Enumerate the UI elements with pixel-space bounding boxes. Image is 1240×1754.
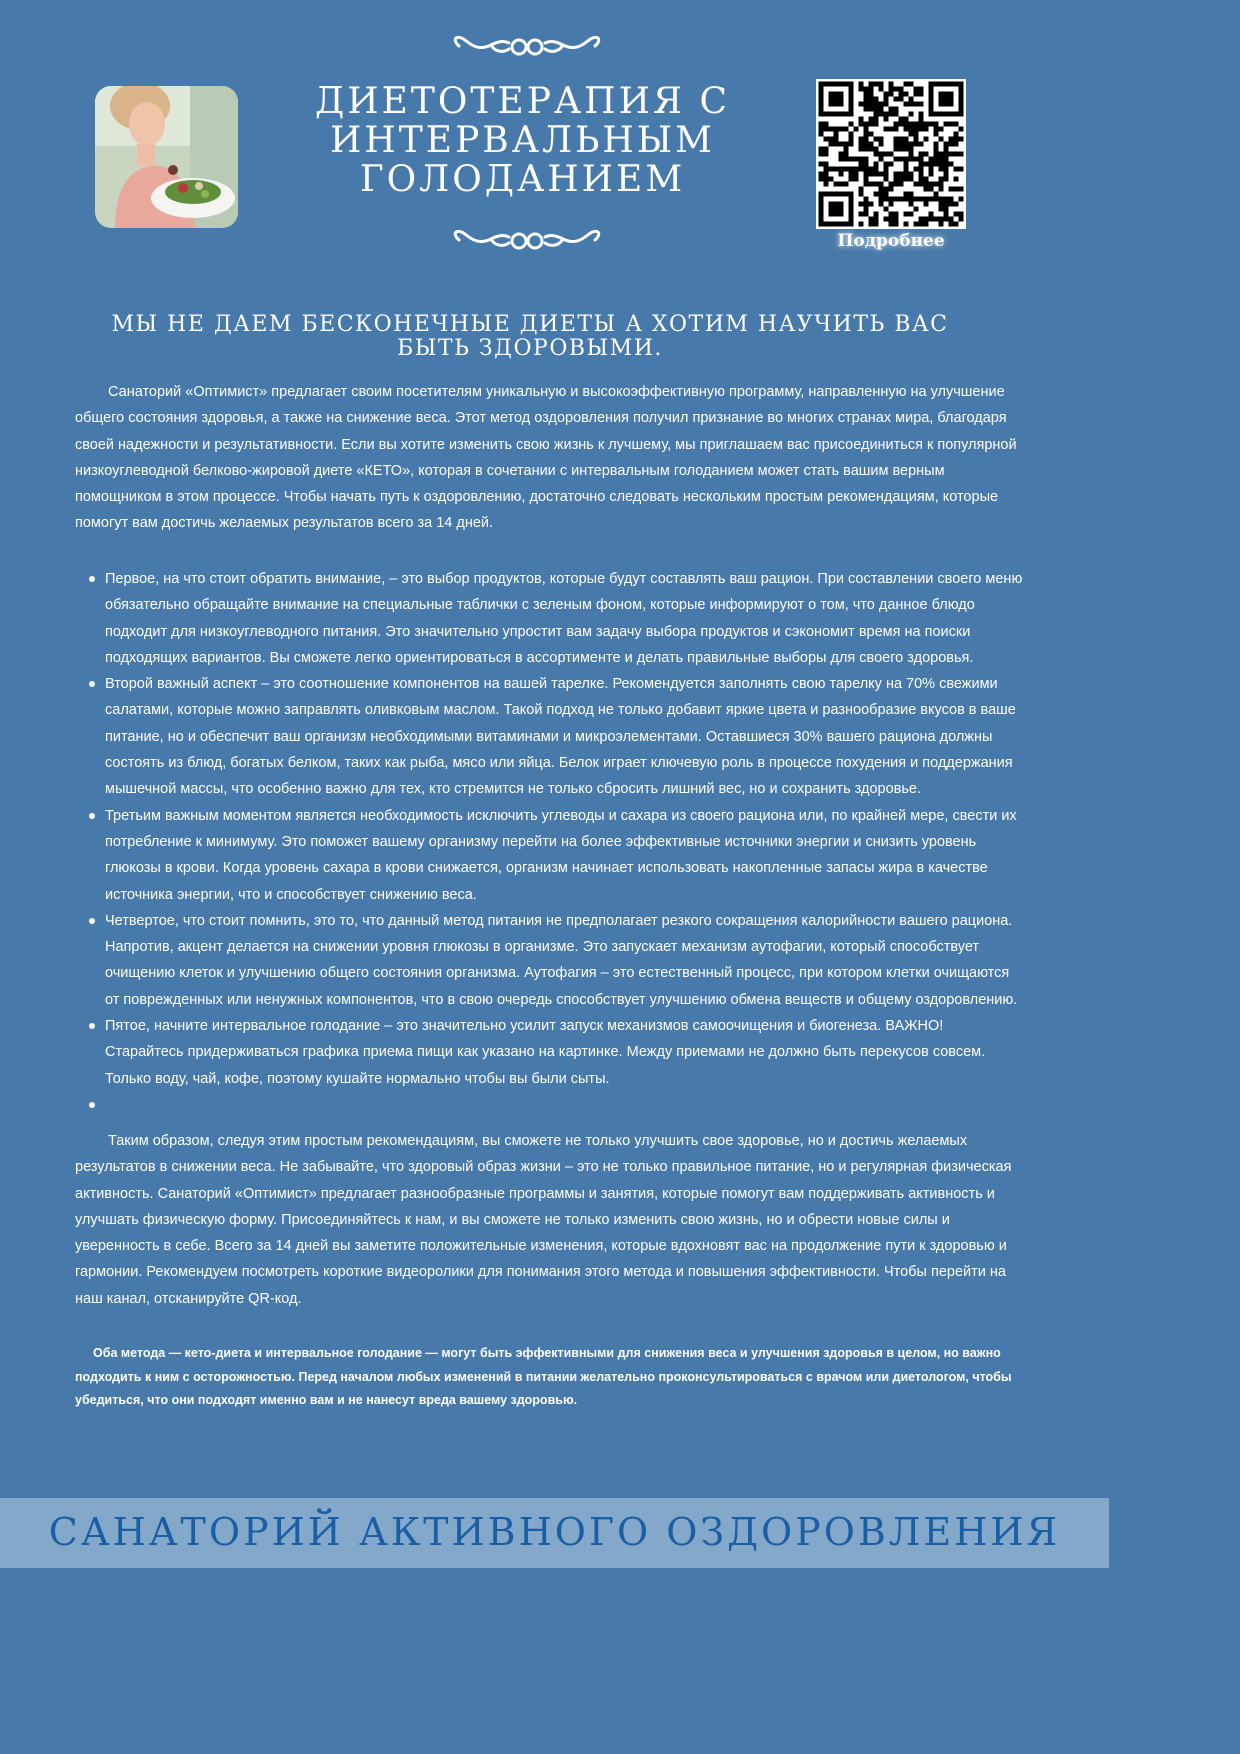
footer-title: САНАТОРИЙ АКТИВНОГО ОЗДОРОВЛЕНИЯ <box>48 1510 1061 1554</box>
list-item: Четвертое, что стоит помнить, это то, что данный метод питания не предполагает резкого сокращения калорийности вашего рациона. Напротив, акцент делается на снижении уровня глюкозы в организме. Это запускает механизм аутофагии, который способствует очищению клеток и улучшению общего состояния организма. Аутофагия – это естественный процесс, при котором клетки очищаются от поврежденных или ненужных компонентов, что в свою очередь способствует улучшению обмена веществ и общему оздоровлению. <box>105 908 1025 1013</box>
recommendation-list <box>105 566 1025 1118</box>
qr-more-label[interactable]: Подробнее <box>837 231 945 251</box>
bottom-ornament-icon <box>447 229 607 251</box>
page-title: ДИЕТОТЕРАПИЯ С ИНТЕРВАЛЬНЫМ ГОЛОДАНИЕМ <box>314 81 731 200</box>
list-item <box>105 1092 1025 1118</box>
top-ornament-icon <box>447 35 607 57</box>
list-item: Первое, на что стоит обратить внимание, – это выбор продуктов, которые будут составлять ваш рацион. При составлении своего меню обязательно обращайте внимание на специальные таблички с зеленым фоном, которые информируют о том, что данное блюдо подходит для низкоуглеводного питания. Это значительно упростит вам задачу выбора продуктов и сэкономит время на поиски подходящих вариантов. Вы сможете легко ориентироваться в ассортименте и делать правильные выборы для своего здоровья. <box>105 566 1025 671</box>
warning-paragraph: Оба метода — кето-диета и интервальное голодание — могут быть эффективными для снижения веса и улучшения здоровья в целом, но важно подходить к ним с осторожностью. Перед началом любых изменений в питании желательно проконсультироваться с врачом или диетологом, чтобы убедиться, что они подходят именно вам и не нанесут вреда вашему здоровью. <box>75 1346 1012 1407</box>
section-subtitle: МЫ НЕ ДАЕМ БЕСКОНЕЧНЫЕ ДИЕТЫ А ХОТИМ НАУЧИТЬ ВАС БЫТЬ ЗДОРОВЫМИ. <box>111 312 949 361</box>
woman-eating-salad-photo <box>95 86 238 228</box>
outro-paragraph: Таким образом, следуя этим простым рекомендациям, вы сможете не только улучшить свое здоровье, но и достичь желаемых результатов в снижении веса. Не забывайте, что здоровый образ жизни – это не только правильное питание, но и регулярная физическая активность. Санаторий «Оптимист» предлагает разнообразные программы и занятия, которые помогут вам поддерживать активность и улучшать физическую форму. Присоединяйтесь к нам, и вы сможете не только изменить свою жизнь, но и обрести новые силы и уверенность в себе. Всего за 14 дней вы заметите положительные изменения, которые вдохновят вас на продолжение пути к здоровью и гармонии. Рекомендуем посмотреть короткие видеоролики для понимания этого метода и повышения эффективности. Чтобы перейти на наш канал, отсканируйте QR-код. <box>75 1133 1012 1307</box>
list-item: Пятое, начните интервальное голодание – это значительно усилит запуск механизмов самоочищения и биогенеза. ВАЖНО! Старайтесь придерживаться графика приема пищи как указано на картинке. Между приемами не должно быть перекусов совсем. Только воду, чай, кофе, поэтому кушайте нормально чтобы вы были сыты. <box>105 1013 1025 1092</box>
footer-band <box>0 1498 1109 1568</box>
list-item: Третьим важным моментом является необходимость исключить углеводы и сахара из своего рациона или, по крайней мере, свести их потребление к минимуму. Это поможет вашему организму перейти на более эффективные источники энергии и снизить уровень глюкозы в крови. Когда уровень сахара в крови снижается, организм начинает использовать накопленные запасы жира в качестве источника энергии, что и способствует снижению веса. <box>105 803 1025 908</box>
intro-paragraph: Санаторий «Оптимист» предлагает своим посетителям уникальную и высокоэффективную программу, направленную на улучшение общего состояния здоровья, а также на снижение веса. Этот метод оздоровления получил признание во многих странах мира, благодаря своей надежности и результативности. Если вы хотите изменить свою жизнь к лучшему, мы приглашаем вас присоединиться к популярной низкоуглеводной белково-жировой диете «КЕТО», которая в сочетании с интервальным голоданием может стать вашим верным помощником в этом процессе. Чтобы начать путь к оздоровлению, достаточно следовать нескольким простым рекомендациям, которые помогут вам достичь желаемых результатов всего за 14 дней. <box>75 384 1017 532</box>
qr-code[interactable] <box>816 79 966 229</box>
list-item: Второй важный аспект – это соотношение компонентов на вашей тарелке. Рекомендуется заполнять свою тарелку на 70% свежими салатами, которые можно заправлять оливковым маслом. Такой подход не только добавит яркие цвета и разнообразие вкусов в ваше питание, но и обеспечит ваш организм необходимыми витаминами и микроэлементами. Оставшиеся 30% вашего рациона должны состоять из блюд, богатых белком, таких как рыба, мясо или яйца. Белок играет ключевую роль в процессе похудения и поддержания мышечной массы, что особенно важно для тех, кто стремится не только сбросить лишний вес, но и сохранить здоровье. <box>105 671 1025 802</box>
qr-code-icon <box>816 79 966 229</box>
